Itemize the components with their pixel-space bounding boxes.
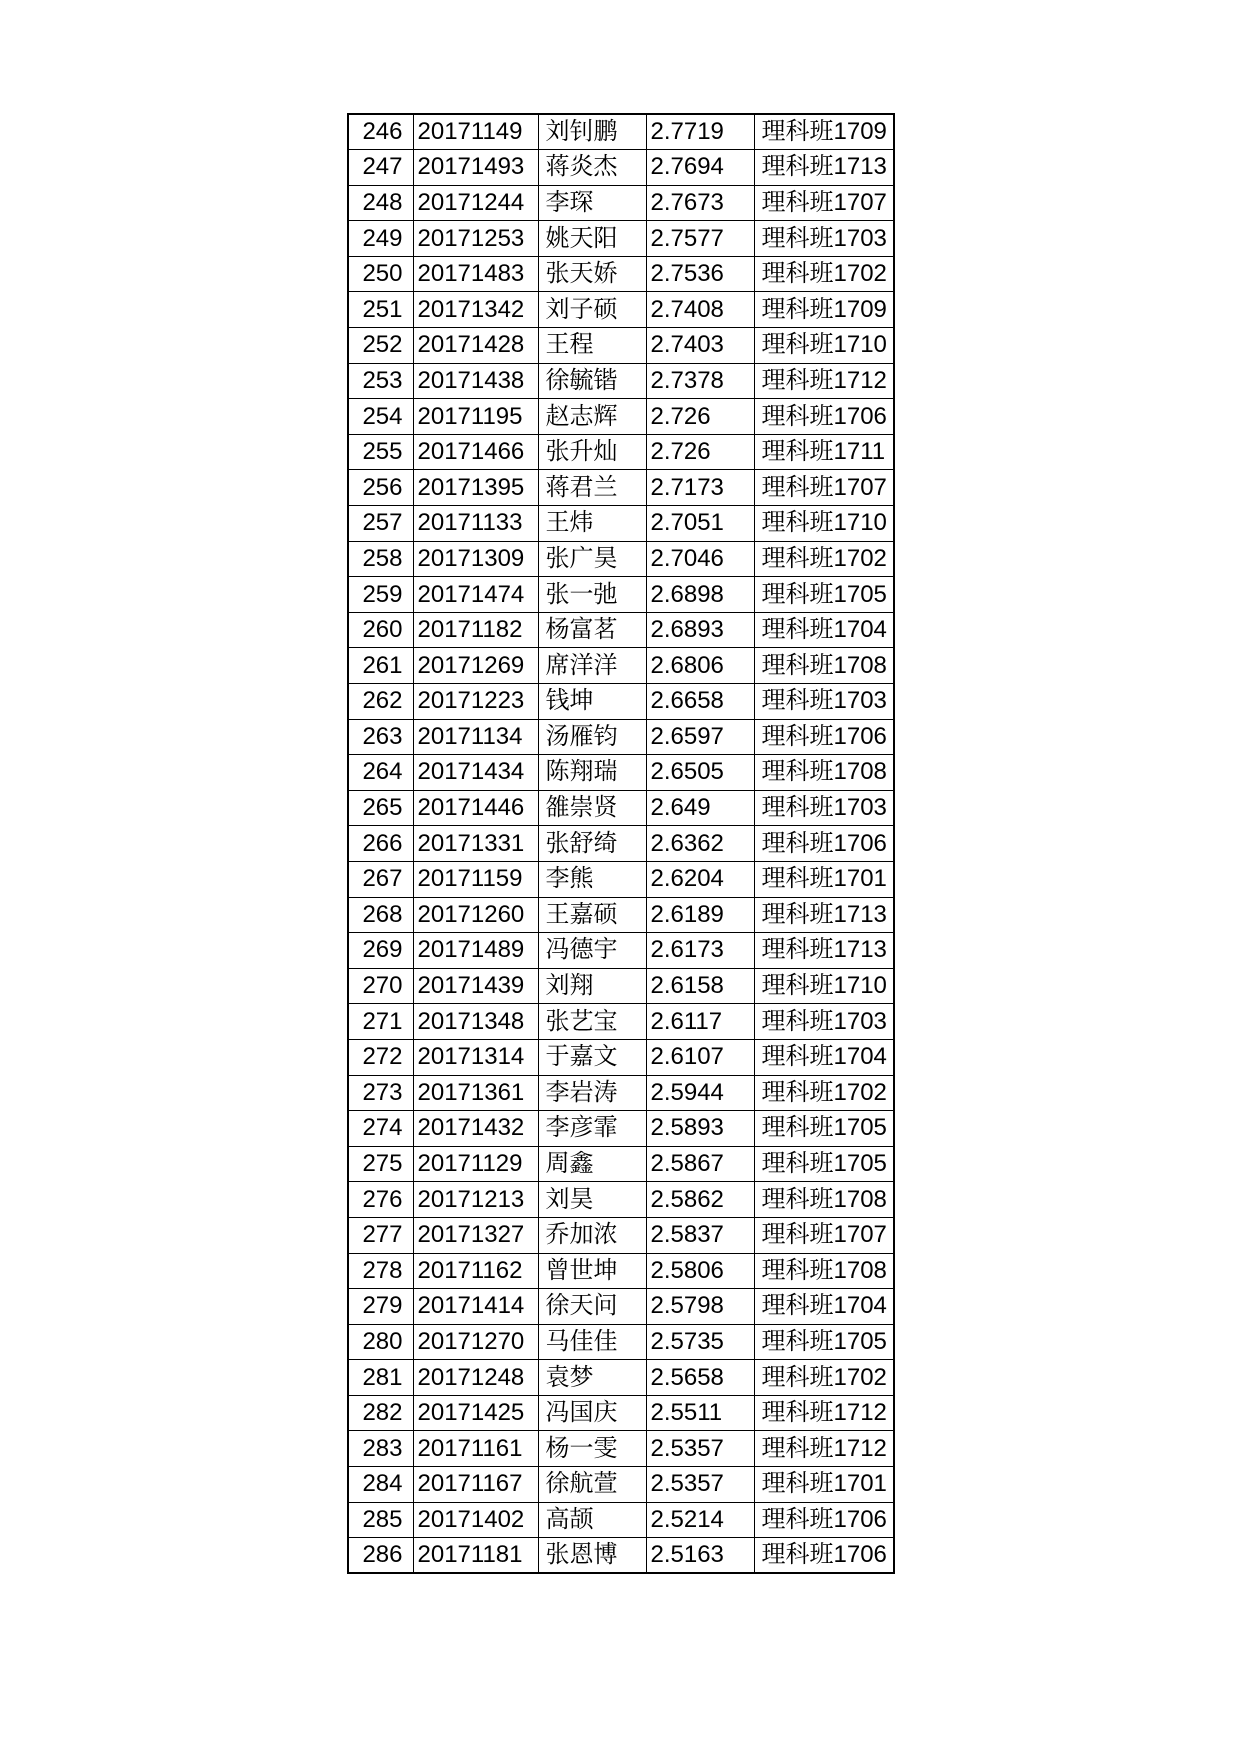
rank-cell: 266 [348,826,413,862]
class-cell: 理科班1702 [754,1360,894,1396]
table-row [348,399,894,435]
score-cell: 2.726 [646,434,754,470]
student-id-cell: 20171395 [413,470,538,506]
rank-cell: 267 [348,861,413,897]
class-cell: 理科班1702 [754,1075,894,1111]
table-row [348,1538,894,1574]
score-cell: 2.6658 [646,684,754,720]
table-row [348,1075,894,1111]
score-cell: 2.6158 [646,968,754,1004]
student-id-cell: 20171167 [413,1467,538,1503]
table-row [348,826,894,862]
table-row [348,897,894,933]
student-name-cell: 汤雁钧 [538,719,646,755]
score-cell: 2.5798 [646,1289,754,1325]
class-cell: 理科班1703 [754,790,894,826]
student-id-cell: 20171248 [413,1360,538,1396]
rank-cell: 277 [348,1217,413,1253]
score-cell: 2.5658 [646,1360,754,1396]
rank-cell: 251 [348,292,413,328]
class-cell: 理科班1706 [754,826,894,862]
rank-cell: 284 [348,1467,413,1503]
student-name-cell: 杨一雯 [538,1431,646,1467]
student-name-cell: 张升灿 [538,434,646,470]
table-row [348,434,894,470]
class-cell: 理科班1702 [754,256,894,292]
score-cell: 2.5357 [646,1467,754,1503]
score-cell: 2.5163 [646,1538,754,1574]
rank-cell: 257 [348,506,413,542]
score-cell: 2.6189 [646,897,754,933]
table-row [348,933,894,969]
student-id-cell: 20171244 [413,185,538,221]
rank-cell: 281 [348,1360,413,1396]
class-cell: 理科班1704 [754,1039,894,1075]
table-row [348,577,894,613]
student-id-cell: 20171129 [413,1146,538,1182]
score-cell: 2.6204 [646,861,754,897]
student-name-cell: 李熊 [538,861,646,897]
rank-cell: 250 [348,256,413,292]
student-name-cell: 王程 [538,328,646,364]
student-name-cell: 刘钊鹏 [538,114,646,150]
rank-cell: 269 [348,933,413,969]
table-row [348,1111,894,1147]
student-name-cell: 乔加浓 [538,1217,646,1253]
table-row [348,470,894,506]
class-cell: 理科班1713 [754,897,894,933]
class-cell: 理科班1704 [754,612,894,648]
class-cell: 理科班1708 [754,1253,894,1289]
table-row [348,1039,894,1075]
score-cell: 2.7673 [646,185,754,221]
student-id-cell: 20171270 [413,1324,538,1360]
class-cell: 理科班1712 [754,363,894,399]
student-name-cell: 袁梦 [538,1360,646,1396]
student-id-cell: 20171342 [413,292,538,328]
student-name-cell: 蒋君兰 [538,470,646,506]
table-row [348,1217,894,1253]
student-id-cell: 20171348 [413,1004,538,1040]
student-name-cell: 刘翔 [538,968,646,1004]
score-cell: 2.6806 [646,648,754,684]
class-cell: 理科班1708 [754,1182,894,1218]
student-name-cell: 蒋炎杰 [538,150,646,186]
table-row [348,648,894,684]
class-cell: 理科班1712 [754,1431,894,1467]
score-cell: 2.7378 [646,363,754,399]
student-id-cell: 20171182 [413,612,538,648]
table-row [348,1467,894,1503]
student-id-cell: 20171432 [413,1111,538,1147]
student-name-cell: 席洋洋 [538,648,646,684]
student-id-cell: 20171428 [413,328,538,364]
ranking-table-body [348,114,894,1573]
rank-cell: 268 [348,897,413,933]
table-row [348,256,894,292]
table-row [348,1004,894,1040]
score-cell: 2.7408 [646,292,754,328]
score-cell: 2.5357 [646,1431,754,1467]
class-cell: 理科班1713 [754,933,894,969]
score-cell: 2.649 [646,790,754,826]
class-cell: 理科班1705 [754,1111,894,1147]
table-row [348,719,894,755]
student-id-cell: 20171223 [413,684,538,720]
class-cell: 理科班1703 [754,1004,894,1040]
score-cell: 2.5944 [646,1075,754,1111]
table-row [348,1253,894,1289]
score-cell: 2.5862 [646,1182,754,1218]
student-name-cell: 雒崇贤 [538,790,646,826]
student-name-cell: 张一弛 [538,577,646,613]
rank-cell: 246 [348,114,413,150]
student-name-cell: 张广昊 [538,541,646,577]
rank-cell: 260 [348,612,413,648]
score-cell: 2.7051 [646,506,754,542]
student-name-cell: 李岩涛 [538,1075,646,1111]
student-name-cell: 马佳佳 [538,1324,646,1360]
rank-cell: 258 [348,541,413,577]
rank-cell: 274 [348,1111,413,1147]
rank-cell: 247 [348,150,413,186]
class-cell: 理科班1705 [754,1324,894,1360]
class-cell: 理科班1706 [754,1502,894,1538]
student-name-cell: 张舒绮 [538,826,646,862]
rank-cell: 273 [348,1075,413,1111]
student-name-cell: 李琛 [538,185,646,221]
rank-cell: 256 [348,470,413,506]
student-id-cell: 20171314 [413,1039,538,1075]
table-row [348,612,894,648]
rank-cell: 264 [348,755,413,791]
table-row [348,150,894,186]
student-id-cell: 20171493 [413,150,538,186]
score-cell: 2.6117 [646,1004,754,1040]
score-cell: 2.7694 [646,150,754,186]
student-name-cell: 张天娇 [538,256,646,292]
class-cell: 理科班1710 [754,968,894,1004]
rank-cell: 270 [348,968,413,1004]
score-cell: 2.6898 [646,577,754,613]
class-cell: 理科班1706 [754,1538,894,1574]
table-row [348,755,894,791]
student-name-cell: 于嘉文 [538,1039,646,1075]
rank-cell: 275 [348,1146,413,1182]
table-row [348,292,894,328]
rank-cell: 285 [348,1502,413,1538]
student-name-cell: 徐天问 [538,1289,646,1325]
student-id-cell: 20171483 [413,256,538,292]
score-cell: 2.6173 [646,933,754,969]
table-row [348,1182,894,1218]
score-cell: 2.7403 [646,328,754,364]
rank-cell: 283 [348,1431,413,1467]
student-id-cell: 20171309 [413,541,538,577]
class-cell: 理科班1701 [754,861,894,897]
rank-cell: 286 [348,1538,413,1574]
class-cell: 理科班1708 [754,755,894,791]
table-row [348,861,894,897]
class-cell: 理科班1707 [754,1217,894,1253]
rank-cell: 278 [348,1253,413,1289]
score-cell: 2.5214 [646,1502,754,1538]
student-name-cell: 陈翔瑞 [538,755,646,791]
student-id-cell: 20171361 [413,1075,538,1111]
student-id-cell: 20171474 [413,577,538,613]
table-row [348,1431,894,1467]
student-id-cell: 20171134 [413,719,538,755]
student-id-cell: 20171260 [413,897,538,933]
student-name-cell: 刘子硕 [538,292,646,328]
rank-cell: 271 [348,1004,413,1040]
rank-cell: 279 [348,1289,413,1325]
rank-cell: 276 [348,1182,413,1218]
score-cell: 2.7719 [646,114,754,150]
student-id-cell: 20171149 [413,114,538,150]
table-row [348,185,894,221]
rank-cell: 248 [348,185,413,221]
score-cell: 2.5806 [646,1253,754,1289]
rank-cell: 272 [348,1039,413,1075]
rank-cell: 255 [348,434,413,470]
student-name-cell: 刘昊 [538,1182,646,1218]
table-row [348,328,894,364]
class-cell: 理科班1707 [754,470,894,506]
table-row [348,968,894,1004]
student-name-cell: 王炜 [538,506,646,542]
student-name-cell: 冯国庆 [538,1395,646,1431]
student-id-cell: 20171402 [413,1502,538,1538]
student-name-cell: 李彦霏 [538,1111,646,1147]
rank-cell: 262 [348,684,413,720]
score-cell: 2.6597 [646,719,754,755]
table-row [348,1502,894,1538]
table-row [348,1395,894,1431]
student-id-cell: 20171466 [413,434,538,470]
student-id-cell: 20171331 [413,826,538,862]
student-id-cell: 20171489 [413,933,538,969]
table-row [348,1289,894,1325]
class-cell: 理科班1707 [754,185,894,221]
student-id-cell: 20171195 [413,399,538,435]
student-id-cell: 20171269 [413,648,538,684]
student-name-cell: 冯德宇 [538,933,646,969]
table-row [348,1324,894,1360]
class-cell: 理科班1711 [754,434,894,470]
table-row [348,1360,894,1396]
score-cell: 2.6362 [646,826,754,862]
class-cell: 理科班1706 [754,399,894,435]
class-cell: 理科班1701 [754,1467,894,1503]
class-cell: 理科班1703 [754,684,894,720]
table-row [348,541,894,577]
student-name-cell: 徐毓锴 [538,363,646,399]
student-id-cell: 20171425 [413,1395,538,1431]
class-cell: 理科班1705 [754,1146,894,1182]
class-cell: 理科班1705 [754,577,894,613]
student-id-cell: 20171414 [413,1289,538,1325]
score-cell: 2.7173 [646,470,754,506]
score-cell: 2.6505 [646,755,754,791]
student-id-cell: 20171213 [413,1182,538,1218]
class-cell: 理科班1709 [754,114,894,150]
class-cell: 理科班1706 [754,719,894,755]
table-row [348,790,894,826]
table-row [348,1146,894,1182]
class-cell: 理科班1703 [754,221,894,257]
student-id-cell: 20171162 [413,1253,538,1289]
student-name-cell: 周鑫 [538,1146,646,1182]
score-cell: 2.6107 [646,1039,754,1075]
rank-cell: 259 [348,577,413,613]
rank-cell: 282 [348,1395,413,1431]
table-row [348,684,894,720]
score-cell: 2.5511 [646,1395,754,1431]
student-name-cell: 杨富茗 [538,612,646,648]
class-cell: 理科班1709 [754,292,894,328]
student-name-cell: 王嘉硕 [538,897,646,933]
student-id-cell: 20171181 [413,1538,538,1574]
student-name-cell: 钱坤 [538,684,646,720]
score-cell: 2.5893 [646,1111,754,1147]
student-id-cell: 20171438 [413,363,538,399]
rank-cell: 249 [348,221,413,257]
table-row [348,114,894,150]
score-cell: 2.7046 [646,541,754,577]
student-name-cell: 姚天阳 [538,221,646,257]
student-id-cell: 20171133 [413,506,538,542]
table-row [348,221,894,257]
score-cell: 2.726 [646,399,754,435]
student-name-cell: 曾世坤 [538,1253,646,1289]
rank-cell: 263 [348,719,413,755]
class-cell: 理科班1702 [754,541,894,577]
student-name-cell: 赵志辉 [538,399,646,435]
rank-cell: 253 [348,363,413,399]
score-cell: 2.6893 [646,612,754,648]
score-cell: 2.5837 [646,1217,754,1253]
student-name-cell: 高颉 [538,1502,646,1538]
class-cell: 理科班1710 [754,328,894,364]
table-row [348,363,894,399]
student-id-cell: 20171327 [413,1217,538,1253]
student-id-cell: 20171161 [413,1431,538,1467]
class-cell: 理科班1704 [754,1289,894,1325]
student-id-cell: 20171439 [413,968,538,1004]
class-cell: 理科班1710 [754,506,894,542]
student-id-cell: 20171159 [413,861,538,897]
student-name-cell: 张恩博 [538,1538,646,1574]
rank-cell: 254 [348,399,413,435]
rank-cell: 252 [348,328,413,364]
student-name-cell: 徐航萱 [538,1467,646,1503]
class-cell: 理科班1712 [754,1395,894,1431]
rank-cell: 261 [348,648,413,684]
student-name-cell: 张艺宝 [538,1004,646,1040]
student-id-cell: 20171434 [413,755,538,791]
class-cell: 理科班1708 [754,648,894,684]
rank-cell: 265 [348,790,413,826]
student-id-cell: 20171253 [413,221,538,257]
rank-cell: 280 [348,1324,413,1360]
table-row [348,506,894,542]
student-id-cell: 20171446 [413,790,538,826]
class-cell: 理科班1713 [754,150,894,186]
score-cell: 2.5735 [646,1324,754,1360]
ranking-table [347,113,895,1574]
score-cell: 2.7577 [646,221,754,257]
score-cell: 2.7536 [646,256,754,292]
score-cell: 2.5867 [646,1146,754,1182]
